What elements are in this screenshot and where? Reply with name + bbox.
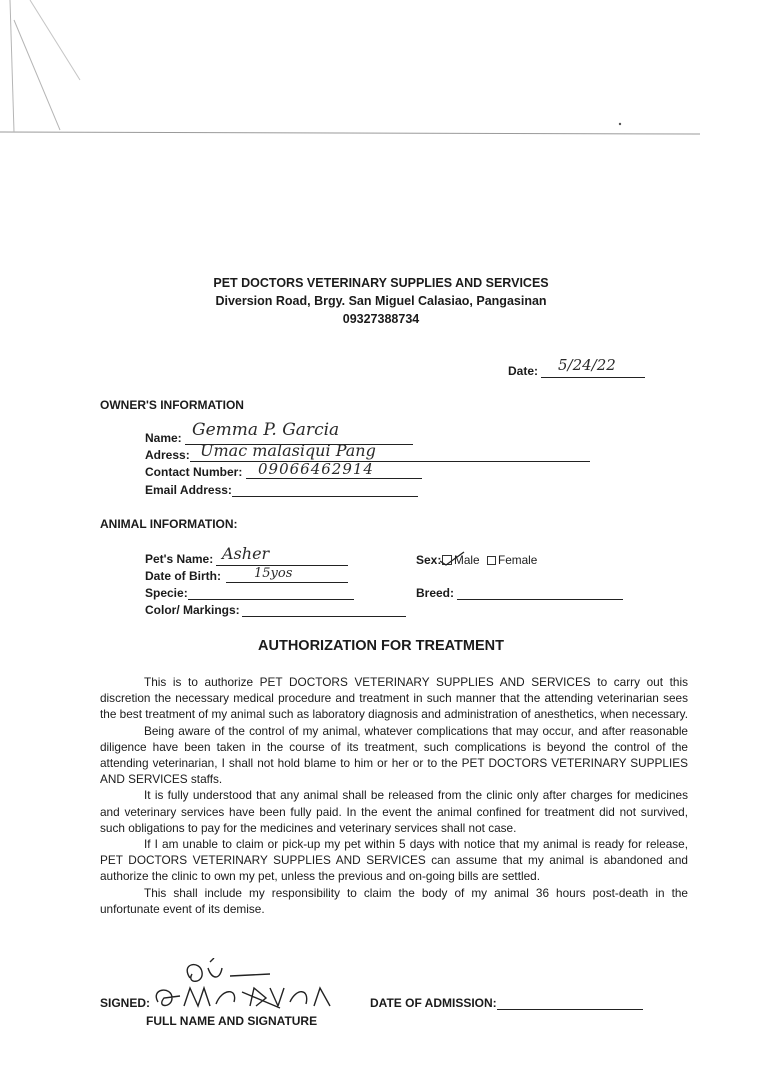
authorization-title: AUTHORIZATION FOR TREATMENT (258, 638, 504, 654)
dob-value: 15yos (254, 566, 293, 581)
breed-label: Breed: (416, 586, 455, 600)
date-label: Date: (508, 364, 539, 378)
authorization-paragraph-5: This shall include my responsibility to claim the body of my animal 36 hours post-death in the unfortunate event of its demise. (100, 885, 688, 916)
breed-line (457, 599, 623, 600)
email-line (232, 496, 418, 497)
authorization-body (100, 674, 688, 917)
sex-label: Sex: (416, 553, 442, 567)
dob-label: Date of Birth: (145, 569, 221, 583)
authorization-paragraph-2: Being aware of the control of my animal, whatever complications that may occur, and after reasonable diligence have been taken in the course of its treatment, such complications is beyond the control of the attending veterinarian, I shall not hold blame to him or her or to the PET DOCTORS VETERINARY SUPPLIES AND SERVICES staffs. (100, 723, 688, 787)
dob-line (226, 582, 348, 583)
color-markings-line (242, 616, 406, 617)
pet-name-label: Pet's Name: (145, 552, 214, 566)
handwritten-signature (150, 958, 340, 1014)
authorization-paragraph-3: It is fully understood that any animal shall be released from the clinic only after charges for medicines and veterinary services have been fully paid. In the event the animal confined for treatment did not survived, such obligations to pay for the medicines and veterinary services shall not case. (100, 788, 688, 835)
contact-number-value: 09066462914 (258, 460, 374, 478)
company-address: Diversion Road, Brgy. San Miguel Calasiao, Pangasinan (215, 294, 547, 308)
authorization-paragraph-1: This is to authorize PET DOCTORS VETERINARY SUPPLIES AND SERVICES to carry out this discretion the necessary medical procedure and treatment in such manner that the attending veterinarian sees the best treatment of my animal such as laboratory diagnosis and administration of anesthetics, when necessary. (100, 675, 688, 722)
female-option-label: Female (498, 553, 538, 567)
specie-label: Specie: (145, 586, 188, 600)
animal-heading: ANIMAL INFORMATION: (100, 517, 238, 531)
authorization-paragraph-4: If I am unable to claim or pick-up my pet within 5 days with notice that my animal is ready for release, PET DOCTORS VETERINARY SUPPLIES AND SERVICES can assume that my animal is abandoned and authorize the clinic to own my pet, unless the previous and on-going bills are settled. (100, 837, 688, 884)
specie-line (188, 599, 354, 600)
owner-address-label: Adress: (145, 448, 190, 462)
female-checkbox[interactable] (487, 556, 496, 565)
scan-edge-artifact (0, 0, 762, 140)
date-of-admission-line (497, 1009, 643, 1010)
contact-number-line (246, 478, 422, 479)
pet-name-value: Asher (222, 544, 270, 563)
contact-number-label: Contact Number: (145, 465, 243, 479)
date-of-admission-label: DATE OF ADMISSION: (370, 996, 497, 1010)
company-name: PET DOCTORS VETERINARY SUPPLIES AND SERVICES (213, 276, 549, 290)
color-markings-label: Color/ Markings: (145, 603, 240, 617)
owner-name-value: Gemma P. Garcia (192, 420, 340, 440)
signed-label: SIGNED: (100, 996, 151, 1010)
owner-address-value: Umac malasiqui Pang (200, 441, 376, 460)
company-phone: 09327388734 (342, 312, 420, 326)
owner-address-line (190, 461, 590, 462)
male-option-label: Male (454, 553, 480, 567)
email-label: Email Address: (145, 483, 232, 497)
owner-heading: OWNER'S INFORMATION (100, 398, 244, 412)
date-value: 5/24/22 (558, 356, 616, 374)
owner-name-label: Name: (145, 431, 182, 445)
date-line (541, 377, 645, 378)
signature-caption: FULL NAME AND SIGNATURE (146, 1014, 318, 1028)
